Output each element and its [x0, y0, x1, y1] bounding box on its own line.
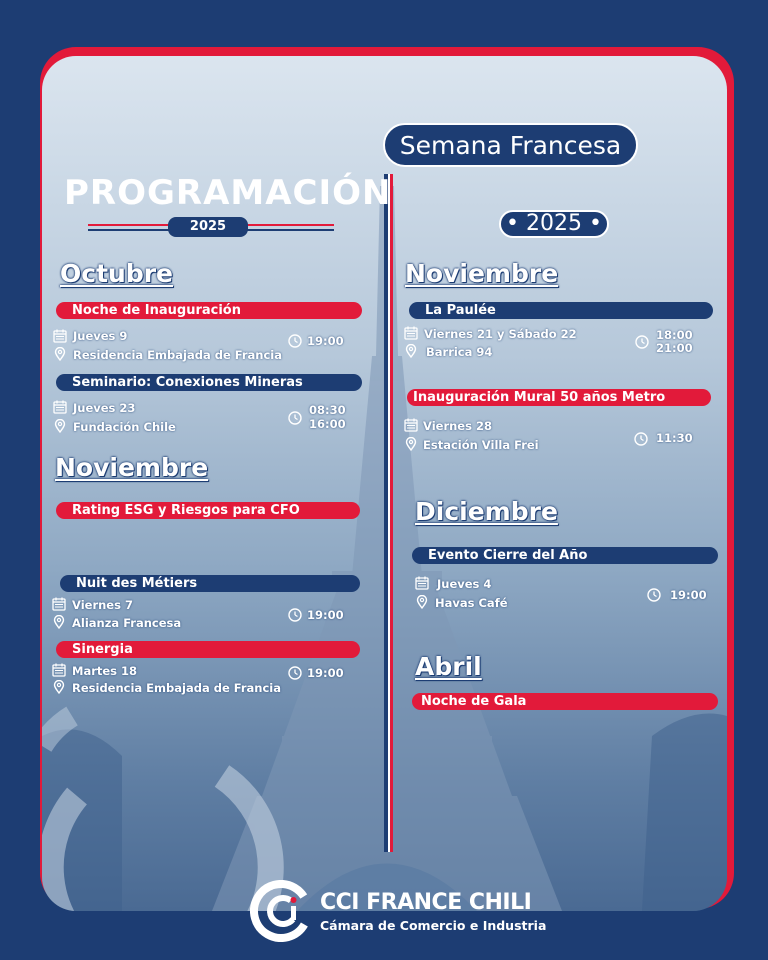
- page-title: PROGRAMACIÓN: [64, 173, 392, 213]
- event-place: Alianza Francesa: [72, 616, 182, 630]
- event-date: Jueves 23: [73, 401, 136, 415]
- location-pin-icon: [53, 347, 67, 361]
- event-title-bar: Nuit des Métiers: [60, 575, 360, 592]
- location-pin-icon: [52, 680, 66, 694]
- month-abril: Abril: [415, 652, 482, 681]
- event-place: Fundación Chile: [73, 420, 176, 434]
- event-title-bar: Noche de Inauguración: [56, 302, 362, 319]
- event-date: Martes 18: [72, 664, 138, 678]
- clock-icon: [647, 588, 661, 602]
- event-date: Viernes 28: [423, 419, 492, 433]
- event-time: 19:00: [307, 334, 344, 348]
- month-noviembre-right: Noviembre: [405, 259, 559, 288]
- year-badge: 2025: [168, 217, 248, 237]
- month-diciembre: Diciembre: [415, 497, 558, 526]
- event-date: Viernes 7: [72, 598, 133, 612]
- location-pin-icon: [52, 615, 66, 629]
- event-time: 19:00: [307, 666, 344, 680]
- brand-name: CCI FRANCE CHILI: [320, 890, 532, 915]
- event-place: Residencia Embajada de Francia: [72, 681, 282, 695]
- event-title-bar: Noche de Gala: [412, 693, 718, 710]
- event-place: Havas Café: [435, 596, 508, 610]
- clock-icon: [288, 411, 302, 425]
- event-time: 19:00: [307, 608, 344, 622]
- event-title-bar: Inauguración Mural 50 años Metro: [407, 389, 711, 406]
- event-place: Barrica 94: [426, 345, 493, 359]
- event-title-bar: Evento Cierre del Año: [412, 547, 718, 564]
- event-time: 11:30: [656, 431, 693, 445]
- event-title-bar: Rating ESG y Riesgos para CFO: [56, 502, 360, 519]
- clock-icon: [288, 666, 302, 680]
- event-time: 19:00: [670, 588, 707, 602]
- brand-subtitle: Cámara de Comercio e Industria: [320, 918, 547, 933]
- location-pin-icon: [404, 344, 418, 358]
- location-pin-icon: [415, 595, 429, 609]
- month-octubre: Octubre: [60, 259, 174, 288]
- calendar-icon: [53, 400, 67, 414]
- location-pin-icon: [53, 419, 67, 433]
- clock-icon: [288, 608, 302, 622]
- event-time-end: 21:00: [656, 341, 693, 355]
- calendar-icon: [52, 597, 66, 611]
- clock-icon: [635, 335, 649, 349]
- calendar-icon: [52, 663, 66, 677]
- event-place: Residencia Embajada de Francia: [73, 348, 283, 362]
- calendar-icon: [415, 576, 429, 590]
- event-title-bar: Sinergia: [56, 641, 360, 658]
- semana-francesa-year: • 2025 •: [499, 210, 609, 238]
- event-place: Estación Villa Frei: [423, 438, 539, 452]
- event-title-bar: La Paulée: [409, 302, 713, 319]
- calendar-icon: [404, 418, 418, 432]
- event-date: Viernes 21 y Sábado 22: [424, 327, 577, 341]
- clock-icon: [288, 334, 302, 348]
- cci-logo-icon: [250, 880, 312, 942]
- semana-francesa-title: Semana Francesa: [383, 123, 638, 167]
- event-time-start: 18:00: [656, 328, 693, 342]
- location-pin-icon: [404, 437, 418, 451]
- calendar-icon: [53, 329, 67, 343]
- month-noviembre-left: Noviembre: [55, 453, 209, 482]
- event-time-start: 08:30: [309, 403, 346, 417]
- column-divider-red: [390, 174, 393, 852]
- event-date: Jueves 4: [437, 577, 492, 591]
- calendar-icon: [404, 326, 418, 340]
- event-time-end: 16:00: [309, 417, 346, 431]
- clock-icon: [634, 432, 648, 446]
- event-date: Jueves 9: [73, 329, 128, 343]
- event-title-bar: Seminario: Conexiones Mineras: [56, 374, 362, 391]
